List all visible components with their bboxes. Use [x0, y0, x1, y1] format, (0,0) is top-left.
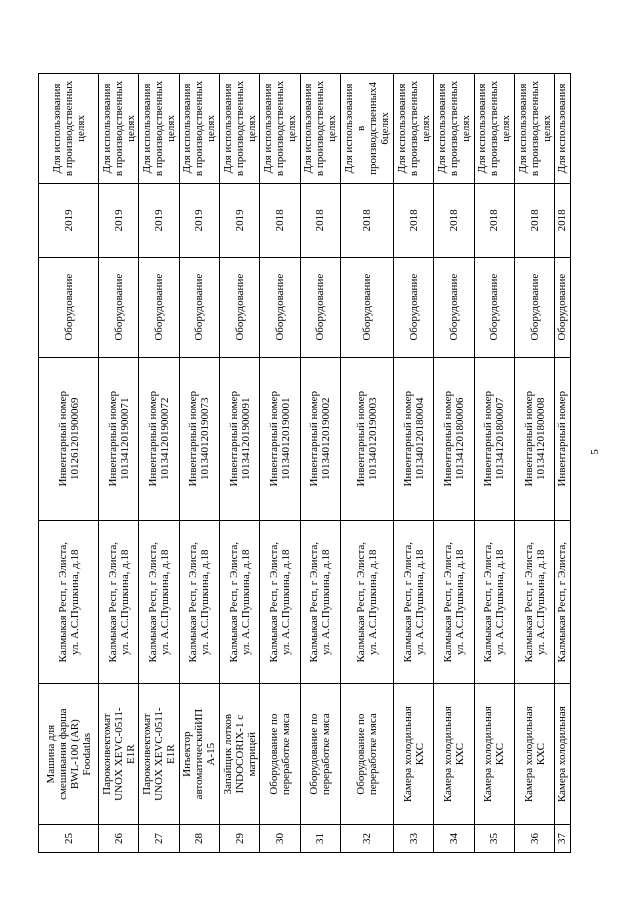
address-cell: Калмыкая Респ, г Элиста, ул. А.С.Пушкина, д.18 — [39, 520, 99, 683]
category-cell: Оборудование — [555, 257, 571, 357]
row-number-cell: 27 — [139, 824, 179, 852]
row-number-cell: 32 — [341, 824, 394, 852]
address-cell: Калмыкая Респ, г Элиста, ул. А.С.Пушкина, д.18 — [515, 520, 555, 683]
row-number-cell: 34 — [434, 824, 474, 852]
year-cell: 2018 — [300, 183, 340, 257]
equipment-name-cell: Камера холодильная КХС — [434, 684, 474, 824]
inventory-number-cell: Инвентарный номер 101341201800008 — [515, 357, 555, 520]
category-cell: Оборудование — [39, 257, 99, 357]
year-cell: 2019 — [220, 183, 260, 257]
inventory-number-cell: Инвентарный номер 101340120190073 — [179, 357, 219, 520]
purpose-cell: Для использования в производственных целях — [139, 74, 179, 184]
category-cell: Оборудование — [139, 257, 179, 357]
inventory-number-cell: Инвентарный номер 101341201900091 — [220, 357, 260, 520]
table-row — [139, 74, 179, 853]
table-row — [474, 74, 514, 853]
year-cell: 2018 — [434, 183, 474, 257]
inventory-number-cell: Инвентарный номер 101340120190003 — [341, 357, 394, 520]
table-row — [434, 74, 474, 853]
equipment-name-cell: Пароконвектомат UNOX XEVC-0511- E1R — [139, 684, 179, 824]
inventory-number-cell: Инвентарный номер — [555, 357, 571, 520]
purpose-cell: Для использования в производственных целях — [515, 74, 555, 184]
equipment-name-cell: Камера холодильная — [555, 684, 571, 824]
year-cell: 2019 — [99, 183, 139, 257]
table-row — [99, 74, 139, 853]
inventory-number-cell: Инвентарный номер 101340120190002 — [300, 357, 340, 520]
inventory-number-cell: Инвентарный номер 101341201800007 — [474, 357, 514, 520]
table-row — [341, 74, 394, 853]
year-cell: 2018 — [515, 183, 555, 257]
category-cell: Оборудование — [515, 257, 555, 357]
year-cell: 2019 — [179, 183, 219, 257]
purpose-cell: Для использования в производственных целях — [260, 74, 300, 184]
row-number-cell: 37 — [555, 824, 571, 852]
purpose-cell: Для использования в производственных целях — [474, 74, 514, 184]
address-cell: Калмыкая Респ, г Элиста, ул. А.С.Пушкина, д.18 — [260, 520, 300, 683]
inventory-number-cell: Инвентарный номер 101261201900069 — [39, 357, 99, 520]
equipment-name-cell: Пароконвектомат UNOX XEVC-0511- E1R — [99, 684, 139, 824]
equipment-table-body — [39, 74, 571, 853]
row-number-cell: 28 — [179, 824, 219, 852]
category-cell: Оборудование — [341, 257, 394, 357]
category-cell: Оборудование — [99, 257, 139, 357]
purpose-cell: Для использования в производственных целях — [179, 74, 219, 184]
inventory-number-cell: Инвентарный номер 101341201900072 — [139, 357, 179, 520]
inventory-number-cell: Инвентарный номер 101341201800006 — [434, 357, 474, 520]
year-cell: 2018 — [341, 183, 394, 257]
address-cell: Калмыкая Респ, г Элиста, ул. А.С.Пушкина, д.18 — [220, 520, 260, 683]
row-number-cell: 31 — [300, 824, 340, 852]
equipment-name-cell: Инъектор автоматическийИП А-15 — [179, 684, 219, 824]
equipment-name-cell: Оборудование по переработке мяса — [341, 684, 394, 824]
rotated-table-container — [38, 73, 571, 853]
category-cell: Оборудование — [260, 257, 300, 357]
purpose-cell: Для использования в производственных целях — [99, 74, 139, 184]
equipment-name-cell: Машина для смешивания фарша BWL-100 (AR) Foodatlas — [39, 684, 99, 824]
category-cell: Оборудование — [220, 257, 260, 357]
row-number-cell: 30 — [260, 824, 300, 852]
table-row — [515, 74, 555, 853]
page-number: 5 — [588, 449, 601, 455]
year-cell: 2019 — [39, 183, 99, 257]
row-number-cell: 35 — [474, 824, 514, 852]
equipment-table — [38, 73, 571, 853]
row-number-cell: 33 — [393, 824, 433, 852]
purpose-cell: Для использования в производственных целях — [300, 74, 340, 184]
equipment-name-cell: Оборудование по переработке мяса — [260, 684, 300, 824]
purpose-cell: Для использования в производственных целях — [39, 74, 99, 184]
row-number-cell: 25 — [39, 824, 99, 852]
table-row — [393, 74, 433, 853]
table-row — [220, 74, 260, 853]
address-cell: Калмыкая Респ, г Элиста, ул. А.С.Пушкина, д.18 — [434, 520, 474, 683]
equipment-name-cell: Камера холодильная КХС — [393, 684, 433, 824]
address-cell: Калмыкая Респ, г Элиста, ул. А.С.Пушкина, д.18 — [341, 520, 394, 683]
category-cell: Оборудование — [179, 257, 219, 357]
address-cell: Калмыкая Респ, г Элиста, ул. А.С.Пушкина, д.18 — [139, 520, 179, 683]
inventory-number-cell: Инвентарный номер 101340120190001 — [260, 357, 300, 520]
purpose-cell: Для использования в производственных целях — [393, 74, 433, 184]
address-cell: Калмыкая Респ, г Элиста, ул. А.С.Пушкина, д.18 — [99, 520, 139, 683]
address-cell: Калмыкая Респ, г Элиста, ул. А.С.Пушкина, д.18 — [179, 520, 219, 683]
inventory-number-cell: Инвентарный номер 101340120180004 — [393, 357, 433, 520]
table-row — [300, 74, 340, 853]
row-number-cell: 29 — [220, 824, 260, 852]
year-cell: 2019 — [139, 183, 179, 257]
inventory-number-cell: Инвентарный номер 101341201900071 — [99, 357, 139, 520]
table-row — [179, 74, 219, 853]
row-number-cell: 36 — [515, 824, 555, 852]
year-cell: 2018 — [555, 183, 571, 257]
table-row — [555, 74, 571, 853]
address-cell: Калмыкая Респ, г Элиста, ул. А.С.Пушкина, д.18 — [300, 520, 340, 683]
equipment-name-cell: Камера холодильная КХС — [474, 684, 514, 824]
year-cell: 2018 — [260, 183, 300, 257]
purpose-cell: Для использования — [555, 74, 571, 184]
address-cell: Калмыкая Респ, г Элиста, ул. А.С.Пушкина, д.18 — [393, 520, 433, 683]
purpose-cell: Для использования в производственных целях — [434, 74, 474, 184]
address-cell: Калмыкая Респ, г Элиста, ул. А.С.Пушкина, д.18 — [474, 520, 514, 683]
category-cell: Оборудование — [434, 257, 474, 357]
table-row — [39, 74, 99, 853]
year-cell: 2018 — [474, 183, 514, 257]
category-cell: Оборудование — [474, 257, 514, 357]
category-cell: Оборудование — [393, 257, 433, 357]
purpose-cell: Для использования в производственных целях — [220, 74, 260, 184]
row-number-cell: 26 — [99, 824, 139, 852]
table-row — [260, 74, 300, 853]
category-cell: Оборудование — [300, 257, 340, 357]
purpose-cell: Для использования в производственных4 6целях — [341, 74, 394, 184]
equipment-name-cell: Камера холодильная КХС — [515, 684, 555, 824]
equipment-name-cell: Запайщик лотков INDOCORIX-1 с матрицей — [220, 684, 260, 824]
address-cell: Калмыкая Респ, г Элиста, — [555, 520, 571, 683]
year-cell: 2018 — [393, 183, 433, 257]
equipment-name-cell: Оборудование по переработке мяса — [300, 684, 340, 824]
